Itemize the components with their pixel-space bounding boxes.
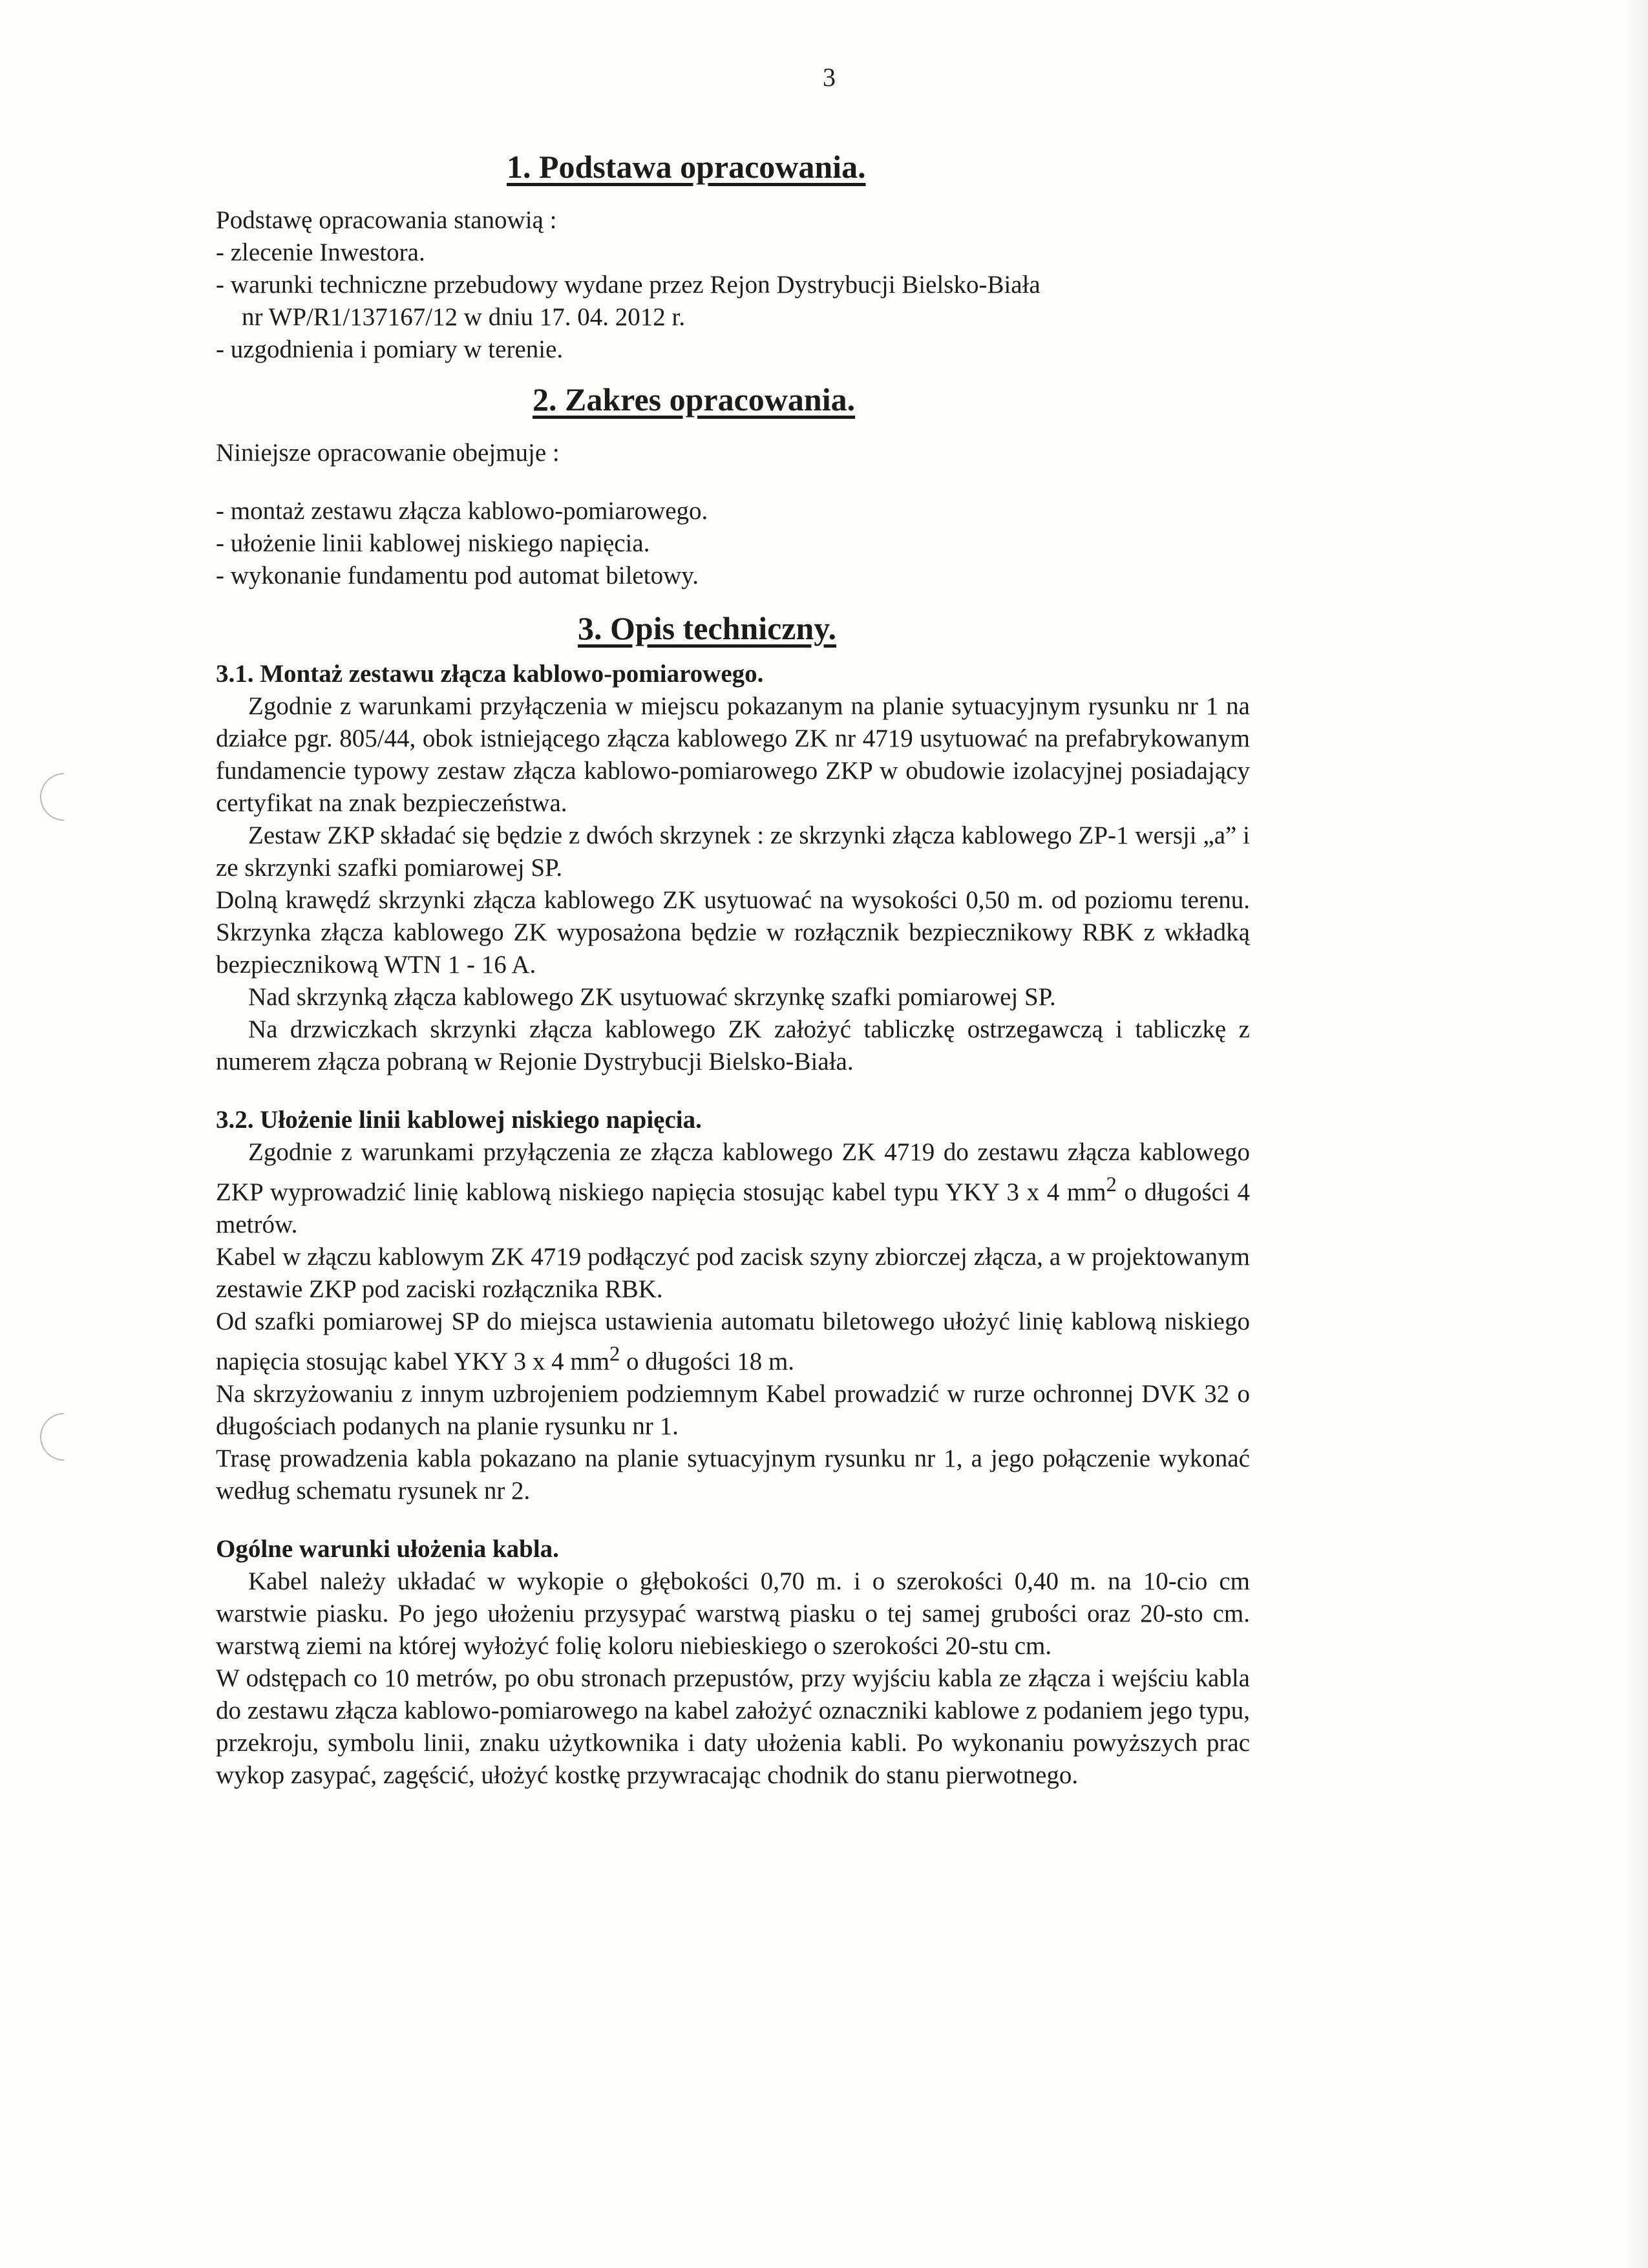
paragraph: Na drzwiczkach skrzynki złącza kablowego ZK założyć tabliczkę ostrzegawczą i tabliczkę z numerem złącza pobraną w Rejonie Dystrybucji Bielsko-Biała. [216,1015,1250,1076]
section-2-item: - wykonanie fundamentu pod automat biletowy. [216,562,699,589]
text-run: o długości 4 metrów. [216,1178,1250,1238]
section-1-item: - uzgodnienia i pomiary w terenie. [216,335,564,363]
paragraph: Na skrzyżowaniu z innym uzbrojeniem podziemnym Kabel prowadzić w rurze ochronnej DVK 32 o długościach podanych na planie rysunku nr 1. [216,1380,1250,1440]
section-1-item: - zlecenie Inwestora. [216,238,425,266]
paragraph: Zgodnie z warunkami przyłączenia w miejscu pokazanym na planie sytuacyjnym rysunku nr 1 na działce pgr. 805/44, obok istniejącego złącza kablowego ZK nr 4719 usytuować na prefabrykowanym fundamencie typowy zestaw złącza kablowo-pomiarowego ZKP w obudowie izolacyjnej posiadający certyfikat na znak bezpieczeństwa. [216,692,1250,817]
punch-hole-mark-top [30,763,98,831]
scan-edge-shadow [1625,0,1648,2268]
section-2-heading: 2. Zakres opracowania. [533,381,856,418]
paragraph: Dolną krawędź skrzynki złącza kablowego ZK usytuować na wysokości 0,50 m. od poziomu terenu. Skrzynka złącza kablowego ZK wyposażona będzie w rozłącznik bezpiecznikowy RBK z wkładką bezpiecznikową WTN 1 - 16 A. [216,886,1250,979]
section-2-item: - montaż zestawu złącza kablowo-pomiarowego. [216,497,708,525]
punch-hole-mark-bottom [30,1403,98,1471]
paragraph: Trasę prowadzenia kabla pokazano na planie sytuacyjnym rysunku nr 1, a jego połączenie wykonać według schematu rysunek nr 2. [216,1445,1250,1505]
page-number: 3 [823,63,836,92]
subsection-3-2-title: 3.2. Ułożenie linii kablowej niskiego napięcia. [216,1106,702,1134]
paragraph [216,1136,1250,1241]
section-1-intro: Podstawę opracowania stanowią : [216,206,557,234]
section-1-item: - warunki techniczne przebudowy wydane przez Rejon Dystrybucji Bielsko-Biała [216,271,1041,299]
section-3-heading: 3. Opis techniczny. [578,610,837,646]
section-1-heading: 1. Podstawa opracowania. [507,149,866,185]
subsection-3-1-title: 3.1. Montaż zestawu złącza kablowo-pomiarowego. [216,660,764,688]
subsection-cable-conditions-title: Ogólne warunki ułożenia kabla. [216,1535,559,1563]
paragraph: W odstępach co 10 metrów, po obu stronach przepustów, przy wyjściu kabla ze złącza i wejściu kabla do zestawu złącza kablowo-pomiarowego na kabel założyć oznaczniki kablowe z podaniem jego typu, przekroju, symbolu linii, znaku użytkownika i daty ułożenia kabli. Po wykonaniu powyższych prac wykop zasypać, zagęścić, ułożyć kostkę przywracając chodnik do stanu pierwotnego. [216,1664,1250,1789]
text-run: Zgodnie z warunkami przyłączenia ze złącza kablowego ZK 4719 do zestawu złącza kablowego ZKP wyprowadzić linię kablową niskiego napięcia stosując kabel typu YKY 3 x 4 mm [216,1138,1250,1206]
text-run: Od szafki pomiarowej SP do miejsca ustawienia automatu biletowego ułożyć linię kablową niskiego napięcia stosując kabel YKY 3 x 4 mm [216,1308,1250,1375]
superscript: 2 [1106,1173,1117,1196]
text-run: o długości 18 m. [620,1348,795,1375]
section-1-item-continuation: nr WP/R1/137167/12 w dniu 17. 04. 2012 r. [242,303,686,331]
superscript: 2 [609,1342,620,1366]
paragraph: Zestaw ZKP składać się będzie z dwóch skrzynek : ze skrzynki złącza kablowego ZP-1 wersji „a” i ze skrzynki szafki pomiarowej SP. [216,821,1250,882]
paragraph: Kabel należy układać w wykopie o głębokości 0,70 m. i o szerokości 0,40 m. na 10-cio cm warstwie piasku. Po jego ułożeniu przysypać warstwą piasku o tej samej grubości oraz 20-sto cm. warstwą ziemi na której wyłożyć folię koloru niebieskiego o szerokości 20-stu cm. [216,1567,1250,1660]
paragraph: Kabel w złączu kablowym ZK 4719 podłączyć pod zacisk szyny zbiorczej złącza, a w projektowanym zestawie ZKP pod zaciski rozłącznika RBK. [216,1243,1250,1303]
paragraph: Nad skrzynką złącza kablowego ZK usytuować skrzynkę szafki pomiarowej SP. [248,983,1056,1011]
document-body [216,129,1250,1792]
section-2-item: - ułożenie linii kablowej niskiego napięcia. [216,529,650,557]
paragraph [216,1306,1250,1378]
section-2-intro: Niniejsze opracowanie obejmuje : [216,439,560,467]
